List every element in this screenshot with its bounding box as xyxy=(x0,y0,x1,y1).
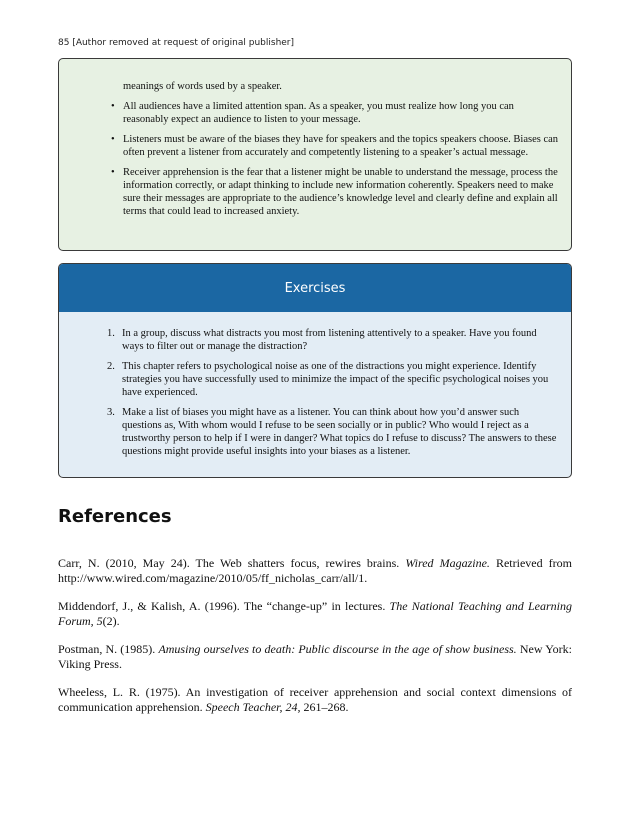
bullet-icon: • xyxy=(111,134,115,145)
exercise-text: In a group, discuss what distracts you most from listening attentively to a speaker. Have you found ways to filter out or manage the distraction? xyxy=(122,328,537,352)
bullet-icon: • xyxy=(111,101,115,112)
references-heading: References xyxy=(58,506,172,527)
reference-entry: Middendorf, J., & Kalish, A. (1996). The “change-up” in lectures. The National Teaching and Learning Forum, 5(2). xyxy=(58,599,572,628)
running-header: 85 [Author removed at request of original publisher] xyxy=(58,38,295,48)
bullet-icon: • xyxy=(111,167,115,178)
reference-title: Speech Teacher, 24, xyxy=(205,700,301,714)
key-takeaways-box xyxy=(58,58,572,251)
exercise-number: 3. xyxy=(107,407,115,418)
reference-title: The National Teaching and Learning Forum, 5 xyxy=(58,599,572,628)
list-item xyxy=(111,133,559,159)
takeaway-text: All audiences have a limited attention span. As a speaker, you must realize how long you can reasonably expect an audience to listen to your message. xyxy=(123,101,514,125)
reference-entry: Wheeless, L. R. (1975). An investigation of receiver apprehension and social context dimensions of communication apprehension. Speech Teacher, 24, 261–268. xyxy=(58,685,572,714)
exercise-text: This chapter refers to psychological noise as one of the distractions you might experience. Identify strategies you have successfully used to minimize the impact of the specific psychological noises you have experienced. xyxy=(122,361,549,398)
exercise-number: 1. xyxy=(107,328,115,339)
reference-entry: Carr, N. (2010, May 24). The Web shatters focus, rewires brains. Wired Magazine. Retrieved from http://www.wired.com/magazine/2010/05/ff_nicholas_carr/all/1. xyxy=(58,556,573,585)
takeaways-continuation-text: meanings of words used by a speaker. xyxy=(123,81,282,92)
reference-entry: Postman, N. (1985). Amusing ourselves to death: Public discourse in the age of show business. New York: Viking Press. xyxy=(58,642,572,671)
exercises-box xyxy=(58,263,572,478)
reference-title: Amusing ourselves to death: Public discourse in the age of show business. xyxy=(158,642,517,656)
list-item xyxy=(107,327,559,353)
list-item xyxy=(107,406,559,458)
references-list xyxy=(58,556,572,728)
takeaway-text: Listeners must be aware of the biases they have for speakers and the topics speakers choose. Biases can often prevent a listener from accurately and competently listening to a speaker’s actual message. xyxy=(123,134,559,158)
list-item xyxy=(111,100,559,126)
exercise-number: 2. xyxy=(107,361,115,372)
list-item xyxy=(107,360,559,399)
exercises-list xyxy=(107,327,559,458)
exercise-text: Make a list of biases you might have as a listener. You can think about how you’d answer such questions as, With whom would I refuse to be seen socially or in public? Who would I reject as a trustworthy person to help if I were in danger? What topics do I refuse to discuss? The answers to these questions might provide useful insights into your biases as a listener. xyxy=(122,407,557,457)
reference-title: Wired Magazine. xyxy=(405,556,490,570)
takeaways-list xyxy=(111,100,559,218)
exercises-title: Exercises xyxy=(59,264,571,312)
takeaway-text: Receiver apprehension is the fear that a listener might be unable to understand the message, process the information correctly, or adapt thinking to include new information coherently. Speakers need to make sure their messages are appropriate to the audience’s knowledge level and clearly define and explain all terms that could lead to increased anxiety. xyxy=(123,167,558,217)
list-item xyxy=(111,166,559,218)
